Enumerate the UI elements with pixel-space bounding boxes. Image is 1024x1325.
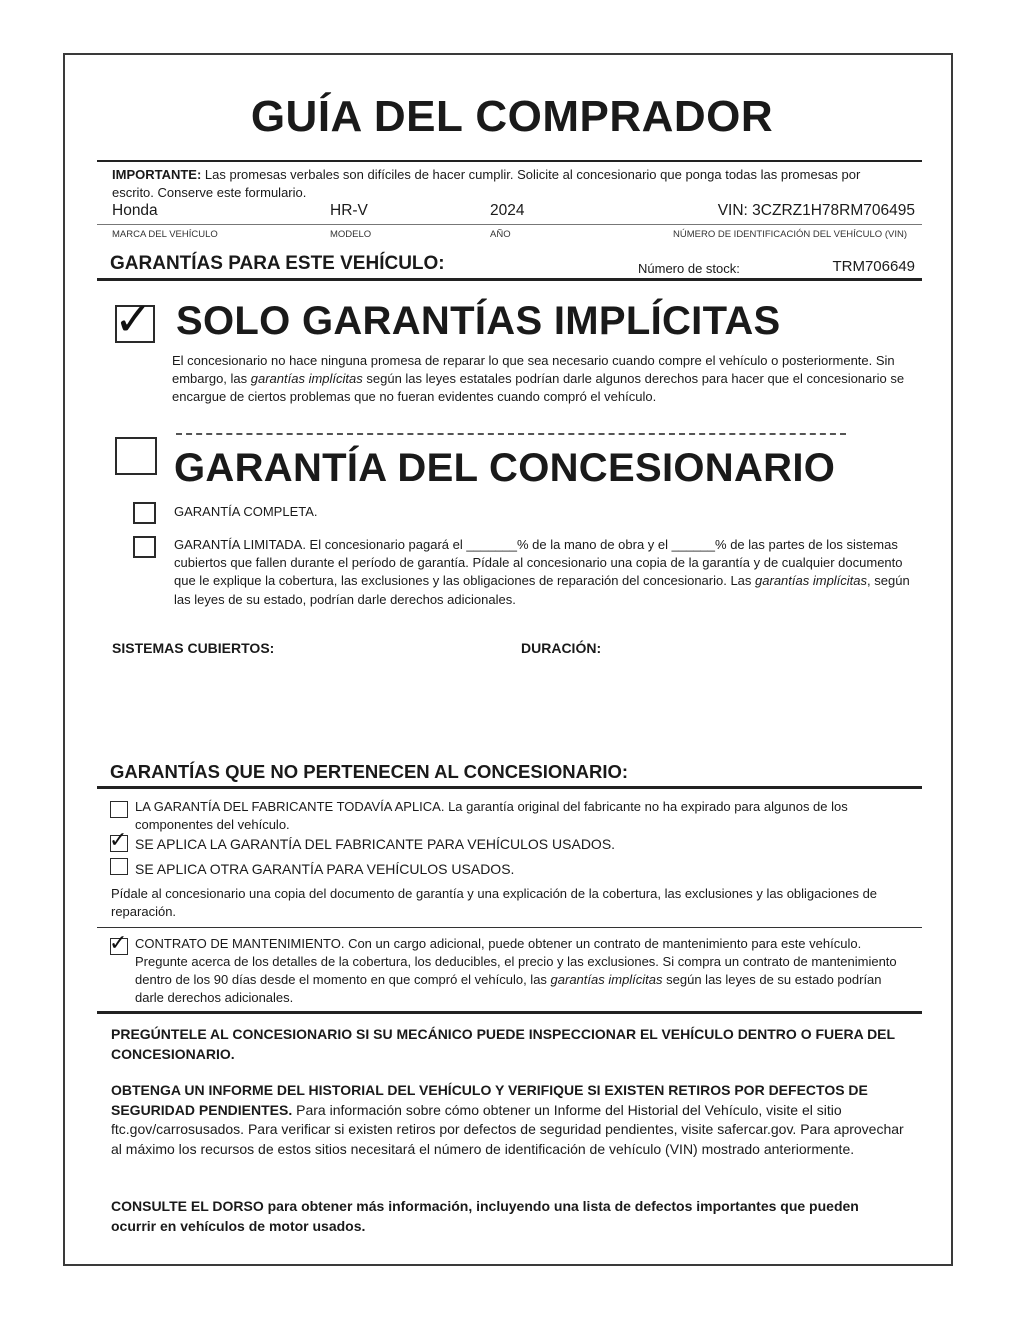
stock-number: TRM706649 — [832, 258, 915, 275]
service-divider — [97, 927, 922, 928]
vehicle-vin: VIN: 3CZRZ1H78RM706495 — [717, 202, 915, 219]
back-side-notice: CONSULTE EL DORSO para obtener más información, incluyendo una lista de defectos importantes que pueden ocurrir en vehículos de motor usados. — [111, 1198, 859, 1234]
warranty-copy-note: Pídale al concesionario una copia del documento de garantía y una explicación de la cobertura, las exclusiones y las obligaciones de reparación. — [111, 886, 878, 920]
vehicle-line — [97, 224, 922, 225]
implied-description: El concesionario no hace ninguna promesa de reparar lo que sea necesario cuando compre el vehículo o posteriormente. Sin embargo, las garantías implícitas según las leyes estatales podrían darle algunos derechos para hacer que el concesionario se encargue de ciertos problemas que no fueran evidentes cuando compró el vehículo. — [172, 353, 905, 405]
important-label: IMPORTANTE: — [112, 167, 202, 182]
stock-label: Número de stock: — [638, 261, 740, 276]
limited-warranty-checkbox[interactable] — [133, 536, 156, 558]
non-dealer-heading: GARANTÍAS QUE NO PERTENECEN AL CONCESIONARIO: — [110, 761, 629, 782]
vehicle-make: Honda — [112, 202, 158, 219]
bottom-divider — [97, 1011, 922, 1014]
vehicle-year: 2024 — [490, 202, 525, 219]
service-contract-text: CONTRATO DE MANTENIMIENTO. Con un cargo adicional, puede obtener un contrato de mantenimiento para este vehículo. Pregunte acerca de los detalles de la cobertura, los deducibles, el precio y las exclusiones. Si compra un contrato de mantenimiento dentro de los 90 días desde el momento en que compró el vehículo, las garantías implícitas según las leyes de su estado podrían darle derechos adicionales. — [135, 936, 897, 1005]
full-warranty-checkbox[interactable] — [133, 502, 156, 524]
history-notice: OBTENGA UN INFORME DEL HISTORIAL DEL VEHÍCULO Y VERIFIQUE SI EXISTEN RETIROS POR DEFECTOS DE SEGURIDAD PENDIENTES. Para información sobre cómo obtener un Informe del Historial del Vehículo, visite el sitio ftc.gov/carrosusados. Para verificar si existen retiros por defectos de seguridad pendientes, visite safercar.gov. Para aprovechar al máximo los recursos de estos sitios necesitará el número de identificación de vehículo (VIN) mostrado anteriormente. — [111, 1082, 904, 1157]
implied-heading: SOLO GARANTÍAS IMPLÍCITAS — [176, 299, 781, 343]
manufacturer-warranty-text: LA GARANTÍA DEL FABRICANTE TODAVÍA APLICA. La garantía original del fabricante no ha expirado para algunos de los componentes del vehículo. — [135, 799, 848, 832]
full-warranty-label: GARANTÍA COMPLETA. — [174, 504, 318, 519]
warranties-divider — [97, 278, 922, 281]
dashed-divider — [176, 433, 846, 435]
duration-label: DURACIÓN: — [521, 640, 602, 656]
important-notice — [112, 166, 902, 202]
check-mark-icon: ✓ — [109, 828, 128, 853]
dealer-heading: GARANTÍA DEL CONCESIONARIO — [174, 446, 836, 490]
systems-covered-label: SISTEMAS CUBIERTOS: — [112, 640, 275, 656]
used-vehicle-warranty-text: SE APLICA LA GARANTÍA DEL FABRICANTE PARA VEHÍCULOS USADOS. — [135, 836, 616, 852]
limited-warranty-text: GARANTÍA LIMITADA. El concesionario pagará el _______% de la mano de obra y el ______% de las partes de los sistemas cubiertos que fallen durante el período de garantía. Pídale al concesionario una copia de la garantía y de cualquier documento que le explique la cobertura, las exclusiones y las obligaciones de reparación del concesionario. Las garantías implícitas, según las leyes de su estado, podrían darle derechos adicionales. — [174, 537, 910, 607]
year-label: AÑO — [490, 229, 511, 240]
dealer-warranty-checkbox[interactable] — [115, 437, 157, 475]
non-dealer-divider — [97, 786, 922, 789]
check-mark-icon: ✓ — [109, 931, 128, 956]
vehicle-model: HR-V — [330, 202, 368, 219]
title-divider — [97, 160, 922, 162]
manufacturer-warranty-checkbox[interactable] — [110, 801, 128, 818]
important-text: Las promesas verbales son difíciles de hacer cumplir. Solicite al concesionario que ponga todas las promesas por escrito. Conserve este formulario. — [112, 167, 861, 201]
other-warranty-text: SE APLICA OTRA GARANTÍA PARA VEHÍCULOS USADOS. — [135, 861, 515, 877]
make-label: MARCA DEL VEHÍCULO — [112, 229, 218, 240]
check-mark-icon: ✓ — [114, 292, 153, 346]
page-title: GUÍA DEL COMPRADOR — [250, 92, 774, 141]
warranties-heading: GARANTÍAS PARA ESTE VEHÍCULO: — [110, 253, 445, 274]
other-warranty-checkbox[interactable] — [110, 858, 128, 875]
vin-label: NÚMERO DE IDENTIFICACIÓN DEL VEHÍCULO (VIN) — [672, 229, 907, 240]
model-label: MODELO — [330, 229, 372, 240]
inspection-notice: PREGÚNTELE AL CONCESIONARIO SI SU MECÁNICO PUEDE INSPECCIONAR EL VEHÍCULO DENTRO O FUERA DEL CONCESIONARIO. — [111, 1026, 895, 1062]
